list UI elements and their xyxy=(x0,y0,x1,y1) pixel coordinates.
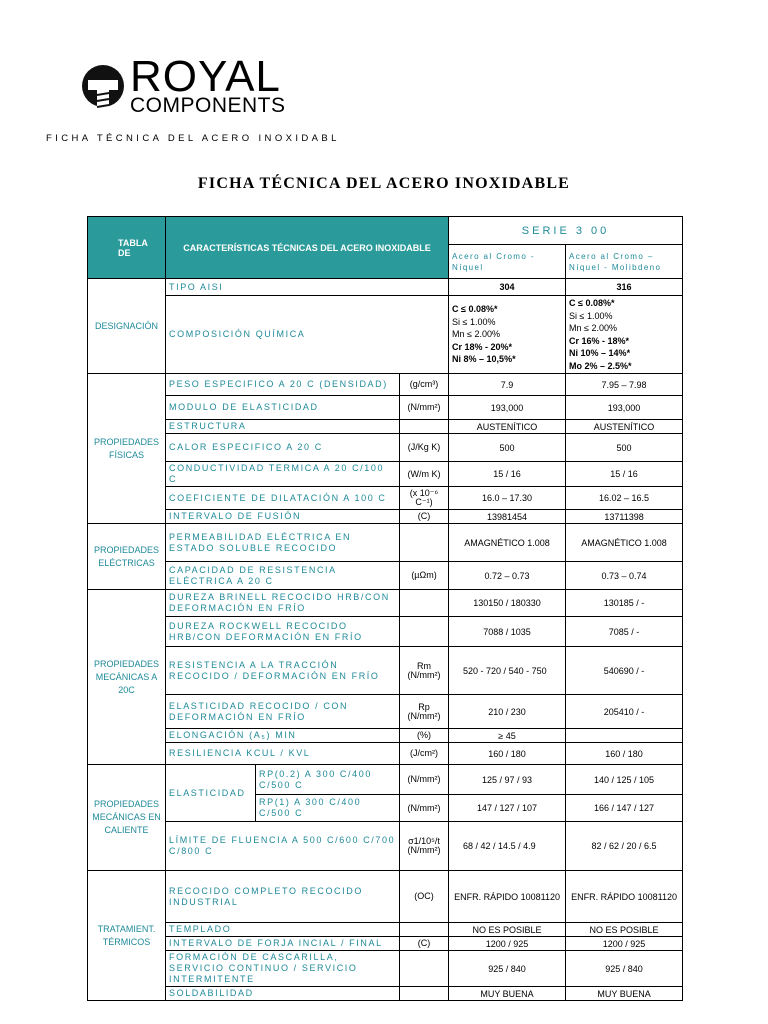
value-316: 13711398 xyxy=(566,510,683,524)
value-316: 130185 / - xyxy=(566,590,683,617)
value-304: 210 / 230 xyxy=(449,695,566,729)
running-header: FICHA TÉCNICA DEL ACERO INOXIDABL xyxy=(46,133,340,144)
row-label: CALOR ESPECIFICO A 20 C xyxy=(166,434,400,462)
value-316: 1200 / 925 xyxy=(566,937,683,951)
value-316: 316 xyxy=(566,279,683,296)
row-label: COMPOSICIÓN QUÍMICA xyxy=(166,296,449,374)
row-label: CAPACIDAD DE RESISTENCIA ELÉCTRICA A 20 C xyxy=(166,562,400,590)
composition-304: C ≤ 0.08%* Si ≤ 1.00% Mn ≤ 2.00% Cr 18% - 20%* Ni 8% – 10,5%* xyxy=(449,296,566,374)
value-304: 15 / 16 xyxy=(449,462,566,487)
value-316: 205410 / - xyxy=(566,695,683,729)
row-unit: (J/cm²) xyxy=(400,743,449,765)
row-unit: (µΩm) xyxy=(400,562,449,590)
row-label: RESISTENCIA A LA TRACCIÓN RECOCIDO / DEFORMACIÓN EN FRÍO xyxy=(166,647,400,695)
row-label: ELASTICIDAD RECOCIDO / CON DEFORMACIÓN EN FRÍO xyxy=(166,695,400,729)
value-316: MUY BUENA xyxy=(566,987,683,1001)
header-steel-1: Acero al Cromo - Níquel xyxy=(449,245,566,279)
value-316: 166 / 147 / 127 xyxy=(566,795,683,822)
row-unit: (C) xyxy=(400,510,449,524)
value-304: 925 / 840 xyxy=(449,951,566,987)
logo-components-text: COMPONENTS xyxy=(130,94,286,117)
row-unit xyxy=(400,590,449,617)
row-unit xyxy=(400,923,449,937)
value-316: AUSTENÍTICO xyxy=(566,420,683,434)
value-316 xyxy=(566,729,683,743)
row-unit: (g/cm³) xyxy=(400,374,449,396)
value-316: 160 / 180 xyxy=(566,743,683,765)
row-label: LÍMITE DE FLUENCIA A 500 C/600 C/700 C/800 C xyxy=(166,822,400,871)
value-304: 130150 / 180330 xyxy=(449,590,566,617)
value-316: 500 xyxy=(566,434,683,462)
value-316: 540690 / - xyxy=(566,647,683,695)
header-serie: SERIE 3 00 xyxy=(449,217,683,245)
row-unit: (N/mm²) xyxy=(400,765,449,795)
page-title: FICHA TÉCNICA DEL ACERO INOXIDABLE xyxy=(197,175,571,192)
row-label: MODULO DE ELASTICIDAD xyxy=(166,396,400,420)
value-304: 68 / 42 / 14.5 / 4.9 xyxy=(449,822,566,871)
value-304: 160 / 180 xyxy=(449,743,566,765)
group-designacion: DESIGNACIÓN xyxy=(88,279,166,374)
row-unit xyxy=(400,420,449,434)
value-304: 520 - 720 / 540 - 750 xyxy=(449,647,566,695)
row-unit: (N/mm²) xyxy=(400,396,449,420)
row-label: RESILIENCIA KCUL / KVL xyxy=(166,743,400,765)
value-304: NO ES POSIBLE xyxy=(449,923,566,937)
value-316: AMAGNÉTICO 1.008 xyxy=(566,524,683,562)
value-304: 7.9 xyxy=(449,374,566,396)
group-mecanicas-caliente: PROPIEDADES MECÁNICAS EN CALIENTE xyxy=(88,765,166,871)
value-304: 1200 / 925 xyxy=(449,937,566,951)
value-316: ENFR. RÁPIDO 10081120 xyxy=(566,871,683,923)
row-unit: (C) xyxy=(400,937,449,951)
row-label: DUREZA BRINELL RECOCIDO HRB/CON DEFORMACIÓN EN FRÍO xyxy=(166,590,400,617)
row-label: ESTRUCTURA xyxy=(166,420,400,434)
value-304: AUSTENÍTICO xyxy=(449,420,566,434)
row-label: INTERVALO DE FORJA INCIAL / FINAL xyxy=(166,937,400,951)
value-304: 193,000 xyxy=(449,396,566,420)
group-electricas: PROPIEDADES ELÉCTRICAS xyxy=(88,524,166,590)
value-304: ≥ 45 xyxy=(449,729,566,743)
value-316: 193,000 xyxy=(566,396,683,420)
header-steel-2: Acero al Cromo – Níquel - Molibdeno xyxy=(566,245,683,279)
row-unit: (OC) xyxy=(400,871,449,923)
row-unit: (x 10⁻⁶ C⁻¹) xyxy=(400,487,449,510)
value-304: 7088 / 1035 xyxy=(449,617,566,647)
row-unit xyxy=(400,617,449,647)
row-label: RECOCIDO COMPLETO RECOCIDO INDUSTRIAL xyxy=(166,871,400,923)
value-304: AMAGNÉTICO 1.008 xyxy=(449,524,566,562)
value-316: 82 / 62 / 20 / 6.5 xyxy=(566,822,683,871)
row-label: FORMACIÓN DE CASCARILLA, SERVICIO CONTINUO / SERVICIO INTERMITENTE xyxy=(166,951,400,987)
value-316: 925 / 840 xyxy=(566,951,683,987)
value-316: 7.95 – 7.98 xyxy=(566,374,683,396)
royal-components-logo xyxy=(80,52,300,122)
group-mecanicas-20c: PROPIEDADES MECÁNICAS A 20C xyxy=(88,590,166,765)
row-unit xyxy=(400,951,449,987)
row-label: SOLDABILIDAD xyxy=(166,987,400,1001)
value-304: 304 xyxy=(449,279,566,296)
value-304: 13981454 xyxy=(449,510,566,524)
value-304: ENFR. RÁPIDO 10081120 xyxy=(449,871,566,923)
value-304: 0.72 – 0.73 xyxy=(449,562,566,590)
row-label: COEFICIENTE DE DILATACIÓN A 100 C xyxy=(166,487,400,510)
row-label: RP(0.2) A 300 C/400 C/500 C xyxy=(256,765,400,795)
row-unit: Rp (N/mm²) xyxy=(400,695,449,729)
value-316: 15 / 16 xyxy=(566,462,683,487)
value-304: 125 / 97 / 93 xyxy=(449,765,566,795)
value-304: 16.0 – 17.30 xyxy=(449,487,566,510)
group-termicos: TRATAMIENT. TÉRMICOS xyxy=(88,871,166,1001)
row-unit: σ1/10⁵/t (N/mm²) xyxy=(400,822,449,871)
group-fisicas: PROPIEDADES FÍSICAS xyxy=(88,374,166,524)
row-unit: (J/Kg K) xyxy=(400,434,449,462)
row-label: PERMEABILIDAD ELÉCTRICA EN ESTADO SOLUBLE RECOCIDO xyxy=(166,524,400,562)
row-unit: Rm (N/mm²) xyxy=(400,647,449,695)
row-label: PESO ESPECIFICO A 20 C (DENSIDAD) xyxy=(166,374,400,396)
value-304: MUY BUENA xyxy=(449,987,566,1001)
row-label: ELONGACIÓN (A₅) MIN xyxy=(166,729,400,743)
value-304: 500 xyxy=(449,434,566,462)
row-label: ELASTICIDAD xyxy=(166,765,256,822)
row-unit xyxy=(400,987,449,1001)
composition-316: C ≤ 0.08%* Si ≤ 1.00% Mn ≤ 2.00% Cr 16% - 18%* Ni 10% – 14%* Mo 2% – 2.5%* xyxy=(566,296,683,374)
row-unit: (W/m K) xyxy=(400,462,449,487)
value-304: 147 / 127 / 107 xyxy=(449,795,566,822)
row-unit: (%) xyxy=(400,729,449,743)
value-316: 140 / 125 / 105 xyxy=(566,765,683,795)
value-316: 16.02 – 16.5 xyxy=(566,487,683,510)
header-tabla-de: TABLA DE xyxy=(88,217,166,279)
row-label: RP(1) A 300 C/400 C/500 C xyxy=(256,795,400,822)
steel-spec-table xyxy=(87,216,683,1001)
row-label: INTERVALO DE FUSIÓN xyxy=(166,510,400,524)
row-label: CONDUCTIVIDAD TERMICA A 20 C/100 C xyxy=(166,462,400,487)
row-label: TIPO AISI xyxy=(166,279,449,296)
logo-royal-text: ROYAL xyxy=(130,52,281,101)
value-316: 0.73 – 0.74 xyxy=(566,562,683,590)
row-unit xyxy=(400,524,449,562)
header-caracteristicas: CARACTERÍSTICAS TÉCNICAS DEL ACERO INOXIDABLE xyxy=(166,217,449,279)
value-316: NO ES POSIBLE xyxy=(566,923,683,937)
value-316: 7085 / - xyxy=(566,617,683,647)
row-label: DUREZA ROCKWELL RECOCIDO HRB/CON DEFORMACIÓN EN FRÍO xyxy=(166,617,400,647)
bolt-logo-icon xyxy=(80,62,126,118)
row-unit: (N/mm²) xyxy=(400,795,449,822)
row-label: TEMPLADO xyxy=(166,923,400,937)
